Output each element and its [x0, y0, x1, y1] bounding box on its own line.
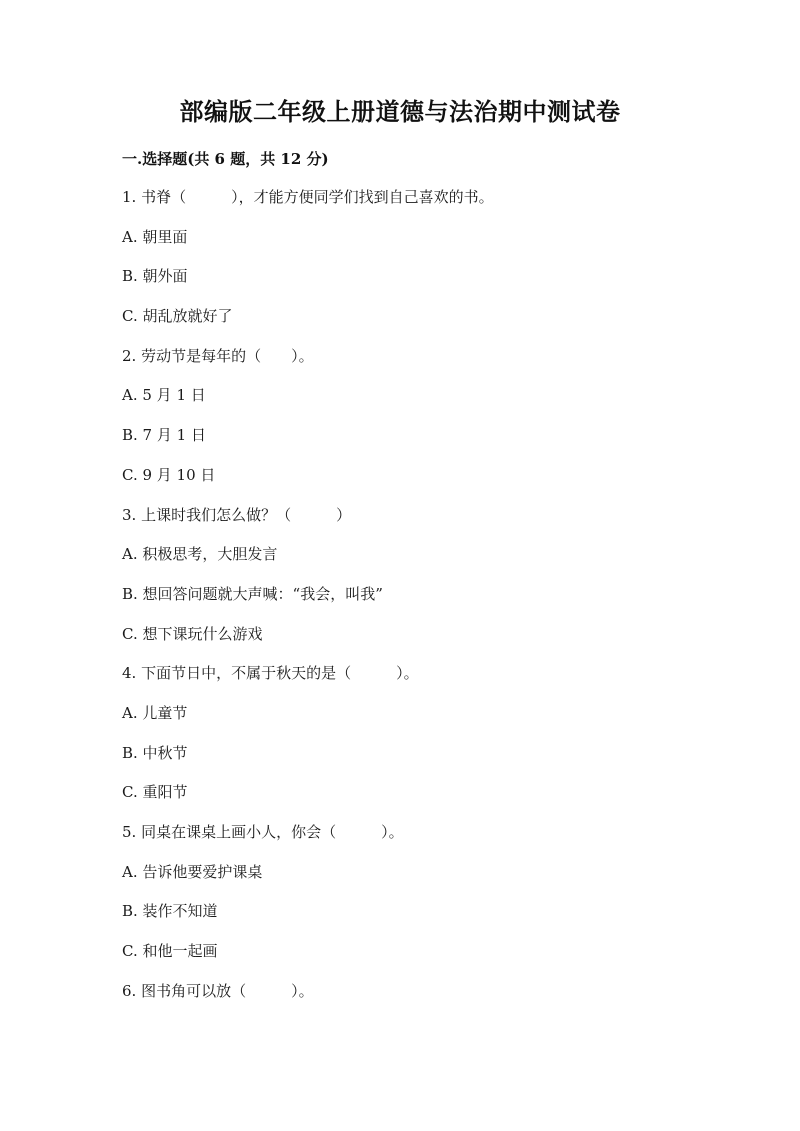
option-a: A. 5 月 1 日: [122, 386, 206, 405]
option-c: C. 重阳节: [122, 783, 188, 802]
option-c: C. 想下课玩什么游戏: [122, 624, 263, 643]
option-b: B. 中秋节: [122, 743, 188, 762]
question-stem: 4. 下面节日中，不属于秋天的是（ ）。: [122, 664, 419, 683]
option-b: B. 朝外面: [122, 267, 188, 286]
option-b: B. 7 月 1 日: [122, 426, 206, 445]
option-a: A. 积极思考，大胆发言: [122, 545, 278, 564]
option-a: A. 告诉他要爱护课桌: [122, 862, 263, 881]
question-stem: 1. 书脊（ ），才能方便同学们找到自己喜欢的书。: [122, 188, 494, 206]
option-c: C. 和他一起画: [122, 942, 218, 961]
question-list: [122, 183, 722, 1016]
page-title: 部编版二年级上册道德与法治期中测试卷: [179, 97, 621, 126]
option-c: C. 胡乱放就好了: [122, 307, 233, 326]
option-a: A. 朝里面: [122, 227, 188, 246]
option-b: B. 想回答问题就大声喊：“我会，叫我”: [122, 584, 383, 603]
question-stem: 3. 上课时我们怎么做？（ ）: [122, 505, 352, 524]
question-stem: 5. 同桌在课桌上画小人，你会（ ）。: [122, 823, 404, 841]
section-heading: 一.选择题(共 6 题，共 12 分): [122, 150, 329, 168]
option-a: A. 儿童节: [122, 703, 188, 722]
option-c: C. 9 月 10 日: [122, 465, 216, 484]
option-b: B. 装作不知道: [122, 902, 218, 921]
question-stem: 2. 劳动节是每年的（ ）。: [122, 346, 314, 365]
question-stem: 6. 图书角可以放（ ）。: [122, 981, 314, 1000]
